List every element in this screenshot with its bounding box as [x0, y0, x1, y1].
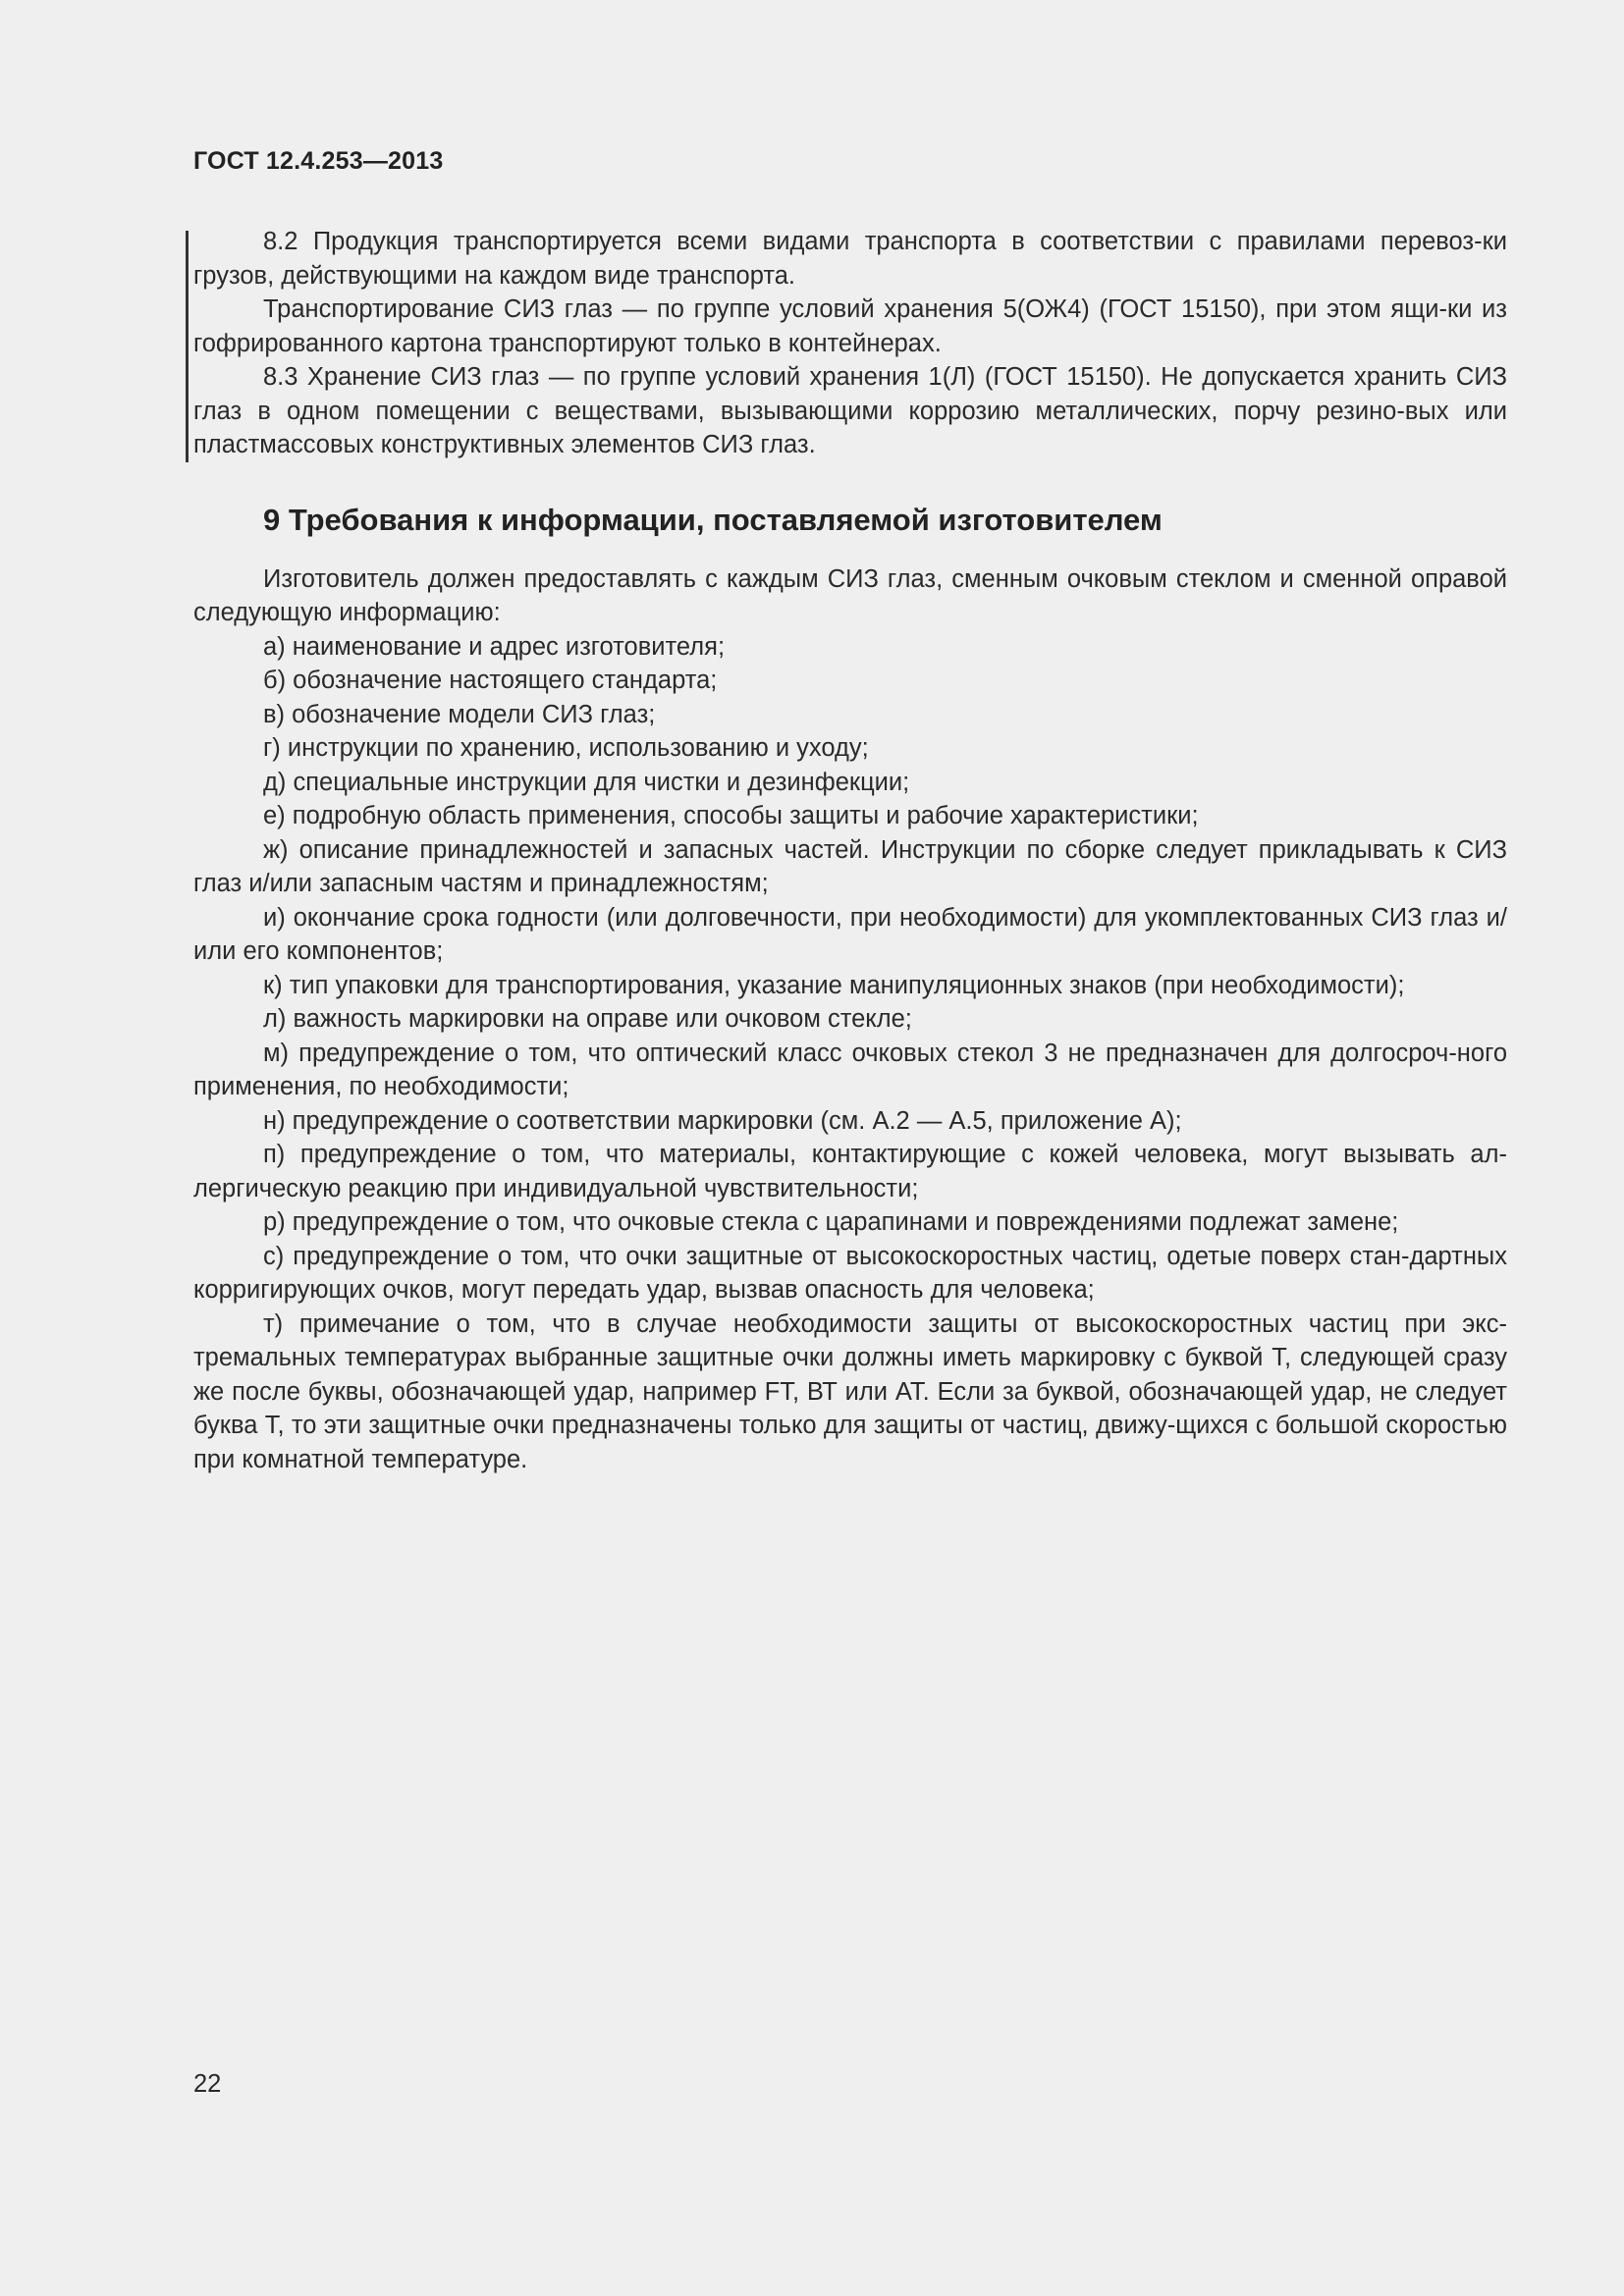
paragraph-8-3: 8.3 Хранение СИЗ глаз — по группе условий хранения 1(Л) (ГОСТ 15150). Не допускается хранить СИЗ глаз в одном помещении с веществами, вызывающими коррозию металлических, порчу резино-вых или пластмассовых конструктивных элементов СИЗ глаз. — [193, 363, 1507, 458]
document-header: ГОСТ 12.4.253—2013 — [193, 147, 444, 175]
paragraph-transport: Транспортирование СИЗ глаз — по группе условий хранения 5(ОЖ4) (ГОСТ 15150), при этом ящи-ки из гофрированного картона транспортируют только в контейнерах. — [193, 295, 1507, 357]
document-body — [193, 225, 1507, 1476]
list-item: в) обозначение модели СИЗ глаз; — [263, 700, 656, 728]
list-item: п) предупреждение о том, что материалы, контактирующие с кожей человека, могут вызывать ал-лергическую реакцию при индивидуальной чувствительности; — [193, 1141, 1507, 1202]
list-item: т) примечание о том, что в случае необходимости защиты от высокоскоростных частиц при экс-тремальных температурах выбранные защитные очки должны иметь маркировку с буквой Т, следующей сразу же после буквы, обозначающей удар, например FT, ВТ или АТ. Если за буквой, обозначающей удар, не следует буква Т, то эти защитные очки предназначены только для защиты от частиц, движу-щихся с большой скоростью при комнатной температуре. — [193, 1309, 1507, 1473]
list-item: г) инструкции по хранению, использованию и уходу; — [263, 734, 869, 762]
list-item: л) важность маркировки на оправе или очковом стекле; — [263, 1005, 912, 1033]
list-item: р) предупреждение о том, что очковые стекла с царапинами и повреждениями подлежат замене; — [263, 1208, 1399, 1236]
list-item: и) окончание срока годности (или долговечности, при необходимости) для укомплектованных СИЗ глаз и/или его компонентов; — [193, 903, 1507, 965]
paragraph-8-2: 8.2 Продукция транспортируется всеми видами транспорта в соответствии с правилами перевоз-ки грузов, действующими на каждом виде транспорта. — [193, 228, 1507, 290]
section-8-block — [193, 225, 1507, 462]
list-item: а) наименование и адрес изготовителя; — [263, 632, 726, 661]
list-item: д) специальные инструкции для чистки и дезинфекции; — [263, 768, 910, 796]
list-item: н) предупреждение о соответствии маркировки (см. А.2 — А.5, приложение А); — [263, 1106, 1182, 1135]
page-number: 22 — [193, 2070, 222, 2098]
list-item: б) обозначение настоящего стандарта; — [263, 667, 718, 694]
section-9-intro: Изготовитель должен предоставлять с каждым СИЗ глаз, сменным очковым стеклом и сменной оправой следующую информацию: — [193, 564, 1507, 626]
list-item: е) подробную область применения, способы защиты и рабочие характеристики; — [263, 802, 1199, 829]
list-item: с) предупреждение о том, что очки защитные от высокоскоростных частиц, одетые поверх стан-дартных корригирующих очков, могут передать удар, вызвав опасность для человека; — [193, 1242, 1507, 1304]
section-9-heading: 9 Требования к информации, поставляемой изготовителем — [263, 502, 1163, 537]
change-bar — [186, 231, 189, 462]
list-item: м) предупреждение о том, что оптический класс очковых стекол 3 не предназначен для долгосроч-ного применения, по необходимости; — [193, 1039, 1507, 1100]
list-item: ж) описание принадлежностей и запасных частей. Инструкции по сборке следует прикладывать к СИЗ глаз и/или запасным частям и принадлежностям; — [193, 835, 1507, 897]
list-item: к) тип упаковки для транспортирования, указание манипуляционных знаков (при необходимости); — [263, 971, 1405, 999]
